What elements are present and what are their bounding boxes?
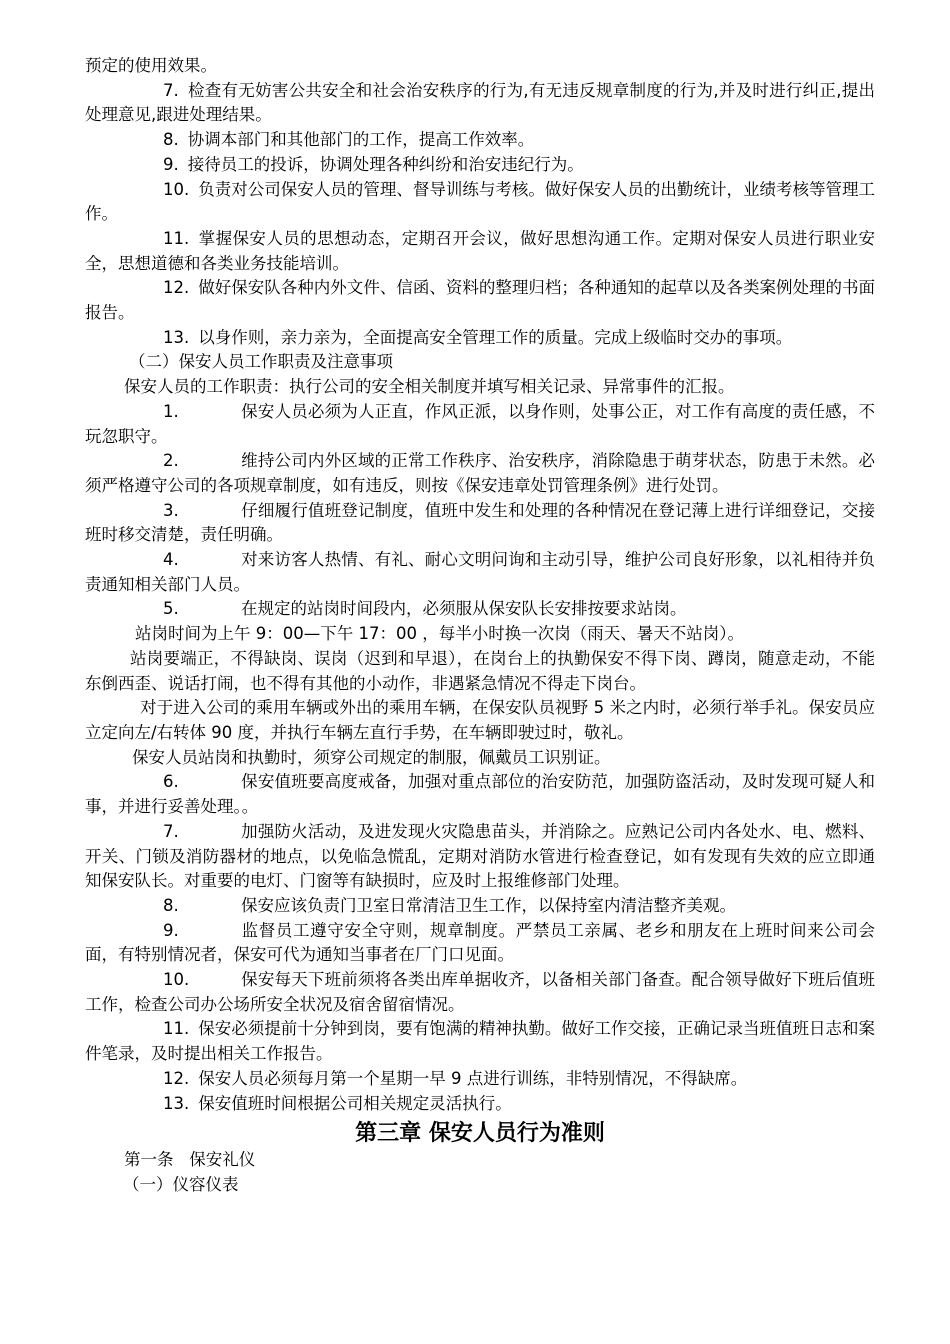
- document-page: [85, 54, 875, 1198]
- section-heading: （二）保安人员工作职责及注意事项: [129, 352, 393, 372]
- item-text: 在规定的站岗时间段内，必须服从保安队长安排按要求站岗。: [241, 599, 687, 619]
- list-item: [85, 400, 875, 449]
- list-item: [85, 326, 875, 351]
- item-number: 6.: [163, 772, 179, 792]
- item-text: 监督员工遵守安全守则，规章制度。严禁员工亲属、老乡和朋友在上班时间来公司会面，有特别情况者，保安可代为通知当事者在厂门口见面。: [85, 920, 875, 965]
- item-number: 8.: [163, 895, 179, 915]
- list-item: [85, 79, 875, 128]
- guard-duties-list-1: [85, 400, 875, 622]
- item-text: 做好保安队各种内外文件、信函、资料的整理归档；各种通知的起草以及各类案例处理的书面报告。: [85, 278, 875, 323]
- guard-post-notes: [85, 622, 875, 770]
- duty-intro: 保安人员的工作职责：执行公司的安全相关制度并填写相关记录、异常事件的汇报。: [124, 377, 735, 397]
- list-item: [85, 968, 875, 1017]
- item-text: 保安值班时间根据公司相关规定灵活执行。: [198, 1093, 512, 1113]
- item-text: 对来访客人热情、有礼、耐心文明问询和主动引导，维护公司良好形象，以礼相待并负责通知相关部门人员。: [85, 550, 875, 594]
- note-paragraph: [85, 622, 875, 647]
- list-item: [85, 153, 875, 178]
- item-text: 站岗时间为上午 9：00—下午 17：00 ，每半小时换一次岗（雨天、暑天不站岗）。: [135, 624, 744, 644]
- sub-section-heading: （一）仪容仪表: [123, 1174, 239, 1194]
- item-number: 7.: [163, 80, 179, 100]
- item-text: 检查有无妨害公共安全和社会治安秩序的行为,有无违反规章制度的行为,并及时进行纠正,提出处理意见,跟进处理结果。: [85, 80, 875, 125]
- note-paragraph: [85, 696, 875, 745]
- item-text: 保安必须提前十分钟到岗，要有饱满的精神执勤。做好工作交接，正确记录当班值班日志和案件笔录，及时提出相关工作报告。: [85, 1019, 875, 1064]
- item-number: 8.: [163, 130, 179, 150]
- item-number: 11.: [163, 228, 190, 248]
- manager-duties-list: [85, 54, 875, 350]
- item-text: 对于进入公司的乘用车辆或外出的乘用车辆，在保安队员视野 5 米之内时，必须行举手礼。保安员应立定向左/右转体 90 度，并执行车辆左直行手势，在车辆即驶过时，敬礼。: [85, 698, 875, 742]
- item-text: 协调本部门和其他部门的工作，提高工作效率。: [187, 130, 535, 150]
- item-text: 保安人员站岗和执勤时，须穿公司规定的制服，佩戴员工识别证。: [132, 747, 611, 767]
- item-text: 接待员工的投诉，协调处理各种纠纷和治安违纪行为。: [187, 154, 584, 174]
- guard-duties-list-3: [85, 1017, 875, 1116]
- item-text: 保安每天下班前须将各类出库单据收齐，以备相关部门备查。配合领导做好下班后值班工作，检查公司办公场所安全状况及宿舍留宿情况。: [85, 970, 875, 1014]
- list-item: [85, 499, 875, 548]
- list-item: [85, 919, 875, 968]
- item-number: 12.: [163, 278, 190, 298]
- item-text: 仔细履行值班登记制度，值班中发生和处理的各种情况在登记薄上进行详细登记，交接班时移交清楚，责任明确。: [85, 500, 875, 545]
- item-number: 2.: [163, 451, 179, 471]
- list-item: [85, 1067, 875, 1092]
- item-text: 站岗要端正，不得缺岗、误岗（迟到和早退），在岗台上的执勤保安不得下岗、蹲岗，随意走动，不能东倒西歪、说话打闹，也不得有其他的小动作，非遇紧急情况不得走下岗台。: [85, 648, 875, 693]
- chapter-title: 第三章 保安人员行为准则: [355, 1120, 605, 1147]
- item-text: 预定的使用效果。: [85, 56, 217, 75]
- item-number: 9.: [163, 154, 179, 174]
- item-text: 掌握保安人员的思想动态，定期召开会议，做好思想沟通工作。定期对保安人员进行职业安全，思想道德和各类业务技能培训。: [85, 228, 875, 273]
- note-paragraph: [85, 746, 875, 771]
- item-text: 负责对公司保安人员的管理、督导训练与考核。做好保安人员的出勤统计，业绩考核等管理工作。: [85, 179, 875, 224]
- guard-duties-list-2: [85, 770, 875, 1017]
- item-number: 13.: [163, 327, 190, 347]
- item-text: 保安人员必须为人正直，作风正派，以身作则，处事公正，对工作有高度的责任感，不玩忽职守。: [85, 401, 875, 446]
- list-item: [85, 770, 875, 819]
- item-number: 3.: [163, 500, 179, 520]
- list-item: [85, 1017, 875, 1066]
- paragraph: [85, 54, 875, 79]
- item-text: 加强防火活动，及进发现火灾隐患苗头，并消除之。应熟记公司内各处水、电、燃料、开关、门锁及消防器材的地点，以免临急慌乱，定期对消防水管进行检查登记，如有发现有失效的应立即通知保安队长。对重要的电灯、门窗等有缺损时，应及时上报维修部门处理。: [85, 821, 875, 891]
- item-number: 13.: [163, 1093, 190, 1113]
- list-item: [85, 227, 875, 276]
- item-number: 4.: [163, 550, 179, 570]
- item-text: 保安值班要高度戒备，加强对重点部位的治安防范，加强防盗活动，及时发现可疑人和事，并进行妥善处理。。: [85, 772, 875, 817]
- list-item: [85, 1092, 875, 1117]
- article-heading: 第一条 保安礼仪: [124, 1150, 256, 1170]
- item-text: 以身作则，亲力亲为，全面提高安全管理工作的质量。完成上级临时交办的事项。: [198, 327, 793, 347]
- item-number: 7.: [163, 821, 179, 841]
- note-paragraph: [85, 647, 875, 696]
- item-number: 10.: [163, 970, 190, 990]
- list-item: [85, 548, 875, 597]
- item-text: 保安人员必须每月第一个星期一早 9 点进行训练，非特别情况，不得缺席。: [198, 1068, 748, 1088]
- item-number: 12.: [163, 1068, 190, 1088]
- list-item: [85, 820, 875, 894]
- item-number: 1.: [163, 401, 179, 421]
- item-number: 11.: [163, 1019, 190, 1039]
- item-number: 9.: [163, 920, 179, 940]
- list-item: [85, 128, 875, 153]
- list-item: [85, 276, 875, 325]
- item-number: 10.: [163, 179, 190, 199]
- list-item: [85, 597, 875, 622]
- item-number: 5.: [163, 599, 179, 619]
- list-item: [85, 178, 875, 227]
- list-item: [85, 894, 875, 919]
- list-item: [85, 449, 875, 498]
- item-text: 保安应该负责门卫室日常清洁卫生工作，以保持室内清洁整齐美观。: [241, 895, 736, 915]
- item-text: 维持公司内外区域的正常工作秩序、治安秩序，消除隐患于萌芽状态，防患于未然。必须严格遵守公司的各项规章制度，如有违反，则按《保安违章处罚管理条例》进行处罚。: [85, 451, 875, 495]
